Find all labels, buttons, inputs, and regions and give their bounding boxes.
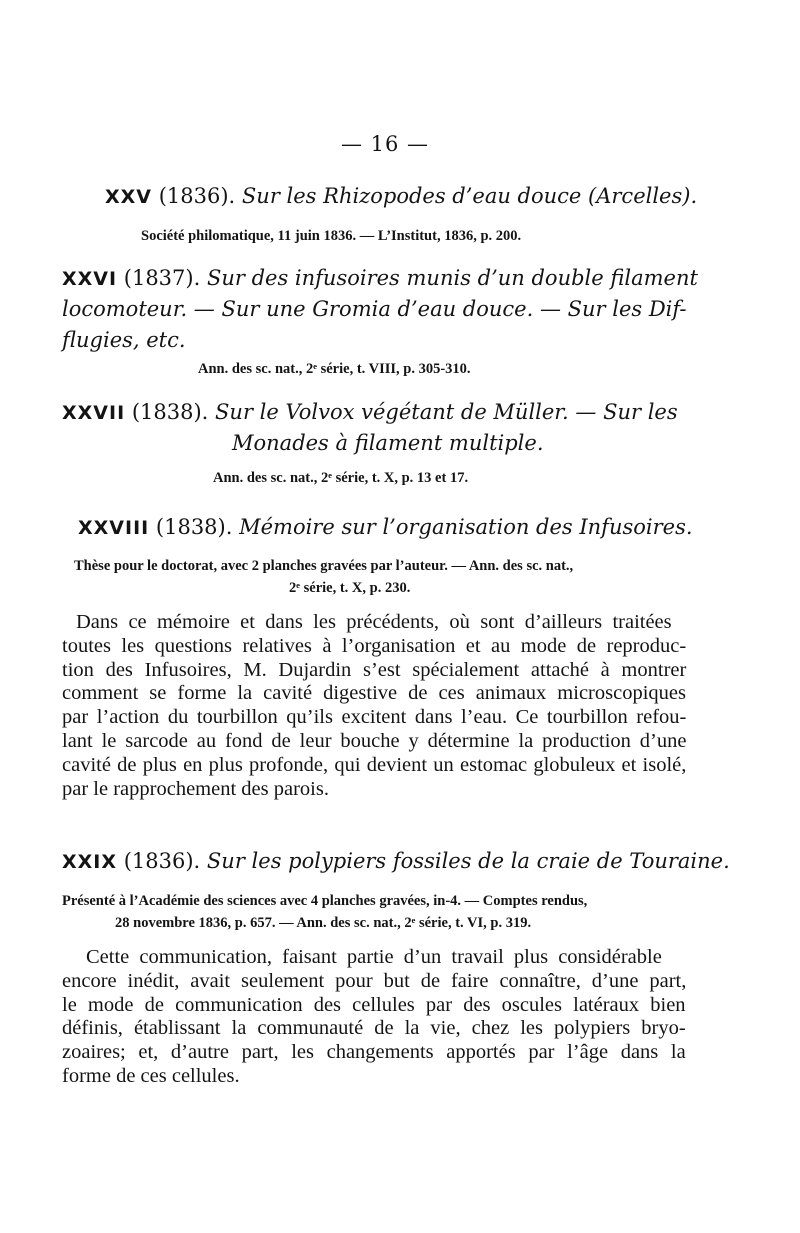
entry-xxvii-title-line-2: Monades à filament multiple. xyxy=(232,431,544,455)
entry-xxviii-reference-line-1: Thèse pour le doctorat, avec 2 planches gravées par l’auteur. — Ann. des sc. nat., xyxy=(74,558,574,574)
entry-numeral: XXIX xyxy=(62,851,118,873)
entry-xxix-reference-line-1: Présenté à l’Académie des sciences avec 4 planches gravées, in-4. — Comptes rendus, xyxy=(62,893,588,909)
entry-xxvi-title-line-3: flugies, etc. xyxy=(62,328,186,352)
entry-xxvi-reference: Ann. des sc. nat., 2ᵉ série, t. VIII, p. 305-310. xyxy=(198,361,471,377)
paragraph-line: le mode de communication des cellules par des oscules latéraux bien xyxy=(62,993,686,1016)
entry-numeral: XXV xyxy=(105,186,153,208)
entry-xxix-reference-line-2: 28 novembre 1836, p. 657. — Ann. des sc. nat., 2ᵉ série, t. VI, p. 319. xyxy=(115,915,532,931)
commentary-paragraph-2 xyxy=(62,946,686,1089)
entry-xxv-heading xyxy=(105,180,697,213)
paragraph-line: comment se forme la cavité digestive de ces animaux microscopiques xyxy=(62,682,686,705)
entry-numeral: XXVII xyxy=(62,402,126,424)
entry-xxix-heading xyxy=(62,845,730,878)
entry-year: (1837). xyxy=(123,266,201,290)
paragraph-line: lant le sarcode au fond de leur bouche y détermine la production d’une xyxy=(62,729,687,752)
commentary-paragraph-1 xyxy=(62,611,686,801)
entry-title: Sur les Rhizopodes d’eau douce (Arcelles). xyxy=(241,184,698,208)
entry-title: Sur les polypiers fossiles de la craie de Touraine. xyxy=(206,849,730,873)
paragraph-line: tion des Infusoires, M. Dujardin s’est spécialement attaché à montrer xyxy=(62,658,687,681)
entry-xxvii-heading xyxy=(62,396,678,429)
paragraph-line: forme de ces cellules. xyxy=(62,1064,240,1087)
entry-title: Sur le Volvox végétant de Müller. — Sur les xyxy=(215,400,678,424)
paragraph-line: par le rapprochement des parois. xyxy=(62,777,329,800)
entry-numeral: XXVIII xyxy=(78,517,150,539)
entry-xxviii-heading xyxy=(78,511,693,544)
entry-year: (1836). xyxy=(158,184,236,208)
entry-year: (1836). xyxy=(123,849,201,873)
entry-xxvi-heading xyxy=(62,262,698,295)
entry-year: (1838). xyxy=(155,515,233,539)
entry-xxvii-reference: Ann. des sc. nat., 2ᵉ série, t. X, p. 13 et 17. xyxy=(213,470,469,486)
entry-numeral: XXVI xyxy=(62,268,118,290)
page-number: — 16 — xyxy=(340,132,430,156)
paragraph-line: zoaires; et, d’autre part, les changements apportés par l’âge dans la xyxy=(62,1041,686,1064)
paragraph-line: cavité de plus en plus profonde, qui devient un estomac globuleux et isolé, xyxy=(62,753,687,776)
entry-xxvi-title-line-2: locomoteur. — Sur une Gromia d’eau douce. — Sur les Dif- xyxy=(62,297,687,321)
entry-title: Sur des infusoires munis d’un double filament xyxy=(206,266,698,290)
paragraph-line: encore inédit, avait seulement pour but de faire connaître, d’une part, xyxy=(62,969,687,992)
entry-year: (1838). xyxy=(131,400,209,424)
entry-title: Mémoire sur l’organisation des Infusoires. xyxy=(239,515,693,539)
paragraph-line: par l’action du tourbillon qu’ils excitent dans l’eau. Ce tourbillon refou- xyxy=(62,706,687,729)
paragraph-line: Dans ce mémoire et dans les précédents, où sont d’ailleurs traitées xyxy=(76,611,672,633)
entry-xxv-reference: Société philomatique, 11 juin 1836. — L’Institut, 1836, p. 200. xyxy=(141,228,522,244)
paragraph-line: Cette communication, faisant partie d’un travail plus considérable xyxy=(86,946,662,968)
paragraph-line: toutes les questions relatives à l’organisation et au mode de reproduc- xyxy=(62,634,687,657)
entry-xxviii-reference-line-2: 2ᵉ série, t. X, p. 230. xyxy=(289,580,411,596)
paragraph-line: définis, établissant la communauté de la vie, chez les polypiers bryo- xyxy=(62,1017,686,1040)
